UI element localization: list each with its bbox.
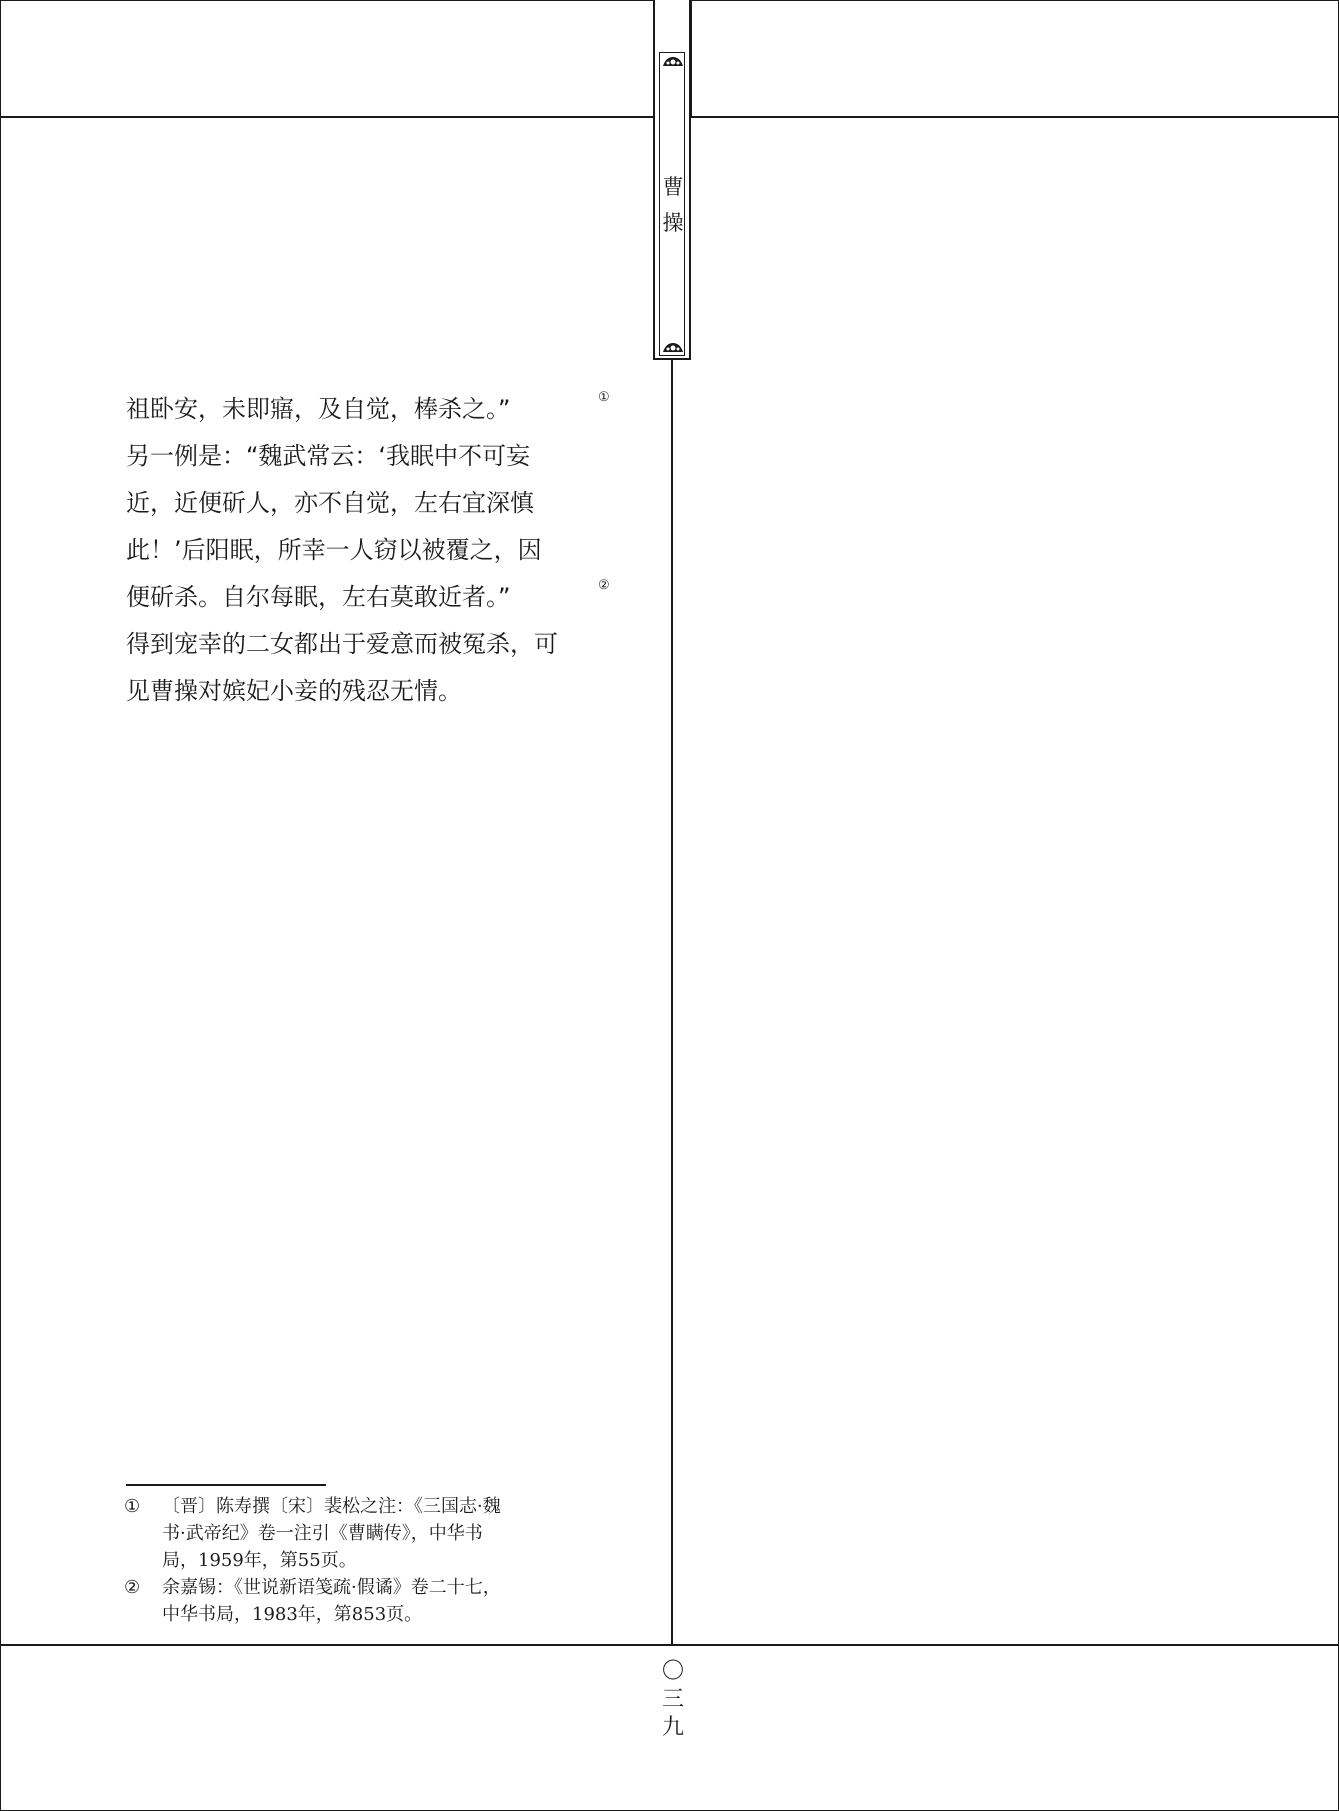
footnote-line: 书·武帝纪》卷一注引《曹瞒传》，中华书 — [162, 1523, 483, 1544]
body-line: 此！’后阳眠，所幸一人窃以被覆之，因 — [126, 536, 542, 564]
chapter-title-char: 操 — [662, 211, 684, 235]
body-line: 见曹操对嫔妃小妾的残忍无情。 — [126, 677, 462, 705]
chapter-title — [660, 169, 686, 241]
page-number-char: 〇 — [661, 1659, 684, 1684]
footnote-mark: ② — [124, 1577, 141, 1598]
footnote-mark: ① — [124, 1496, 141, 1517]
footnote-line: 局，1959年，第55页。 — [162, 1550, 357, 1571]
footnote-rule — [126, 1484, 326, 1486]
footnote-line: 〔晋〕陈寿撰〔宋〕裴松之注：《三国志·魏 — [162, 1496, 501, 1517]
footnotes — [124, 1493, 614, 1628]
cloud-ornament-icon — [662, 341, 684, 353]
page-number-char: 三 — [661, 1687, 684, 1712]
footnote-line: 中华书局，1983年，第853页。 — [162, 1604, 423, 1625]
footnote-ref-1[interactable]: ① — [598, 390, 610, 405]
cloud-ornament-icon — [662, 55, 684, 67]
chapter-title-char: 曹 — [662, 175, 684, 199]
page-number — [660, 1658, 686, 1742]
footnote-line: 余嘉锡：《世说新语笺疏·假谲》卷二十七， — [162, 1577, 501, 1598]
footer-rule — [0, 1644, 1339, 1646]
spine-divider — [671, 358, 673, 1645]
body-line: 祖卧安，未即寤，及自觉，棒杀之。” — [126, 395, 511, 423]
body-line: 另一例是：“魏武常云：‘我眠中不可妄 — [126, 442, 531, 470]
body-line: 便斫杀。自尔每眠，左右莫敢近者。” — [126, 583, 511, 611]
page-number-char: 九 — [661, 1715, 684, 1740]
body-line: 近，近便斫人，亦不自觉，左右宜深慎 — [126, 489, 534, 517]
chapter-tab — [653, 0, 691, 360]
body-line: 得到宠幸的二女都出于爱意而被冤杀，可 — [126, 630, 558, 658]
footnote-item — [124, 1574, 614, 1628]
body-paragraph — [126, 386, 616, 715]
chapter-tab-panel — [659, 52, 685, 356]
footnote-item — [124, 1493, 614, 1574]
footnote-ref-2[interactable]: ② — [598, 578, 610, 593]
